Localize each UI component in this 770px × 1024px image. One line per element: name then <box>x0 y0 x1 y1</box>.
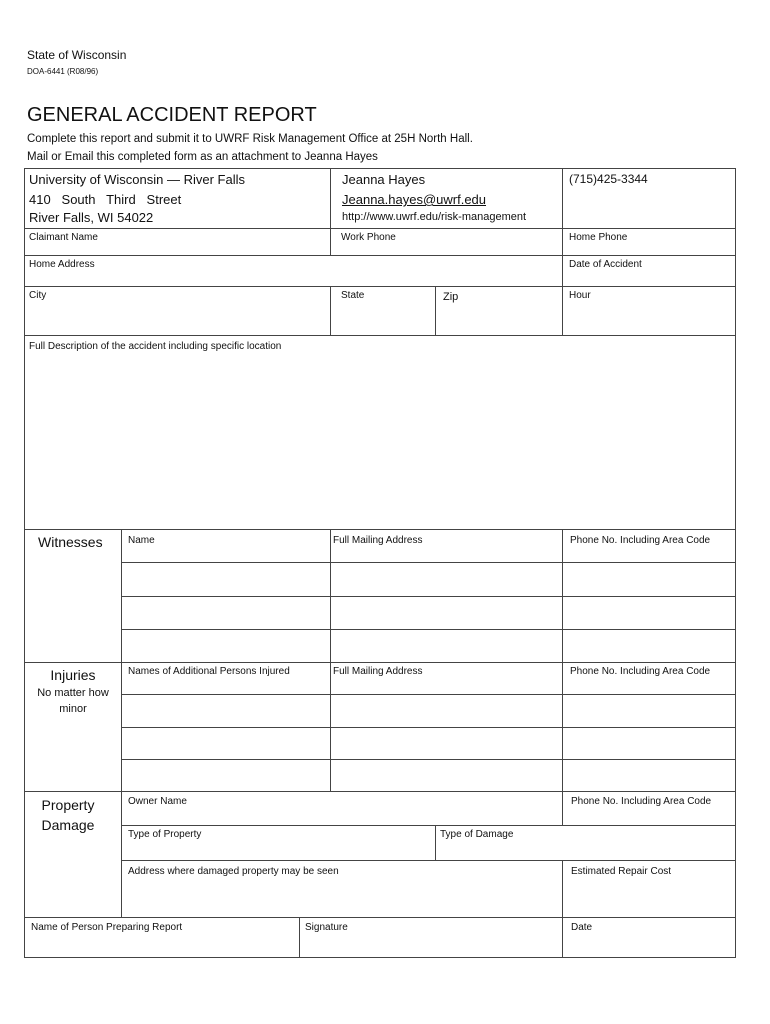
witness-2-phone-field[interactable] <box>563 597 735 629</box>
claimant-name-field[interactable] <box>25 243 329 255</box>
type-of-property-label: Type of Property <box>128 829 202 840</box>
injured-names-label: Names of Additional Persons Injured <box>128 666 290 677</box>
type-of-damage-label: Type of Damage <box>440 829 514 840</box>
signature-label: Signature <box>305 922 348 933</box>
home-phone-field[interactable] <box>563 243 735 255</box>
state-label: State <box>341 290 365 301</box>
instruction-submit: Complete this report and submit it to UWRF Risk Management Office at 25H North Hall. <box>27 133 473 145</box>
injured-3-address-field[interactable] <box>331 760 561 791</box>
preparer-name-label: Name of Person Preparing Report <box>31 922 183 933</box>
injuries-note-line-1: No matter how <box>37 687 109 699</box>
work-phone-label: Work Phone <box>341 232 396 243</box>
zip-field[interactable] <box>436 302 561 335</box>
preparer-name-field[interactable] <box>25 935 298 957</box>
property-address-label: Address where damaged property may be seen <box>128 866 339 877</box>
claimant-name-label: Claimant Name <box>29 232 98 243</box>
injuries-section-title: Injuries <box>50 667 96 683</box>
witness-2-address-field[interactable] <box>331 597 561 629</box>
date-of-accident-field[interactable] <box>563 270 735 286</box>
date-field[interactable] <box>563 935 735 957</box>
witness-3-address-field[interactable] <box>331 630 561 662</box>
witness-3-name-field[interactable] <box>122 630 329 662</box>
repair-cost-field[interactable] <box>563 880 735 917</box>
zip-label: Zip <box>443 291 459 303</box>
injured-2-address-field[interactable] <box>331 728 561 759</box>
page-title: GENERAL ACCIDENT REPORT <box>27 104 317 126</box>
property-section-title-line-2: Damage <box>41 817 95 833</box>
date-of-accident-label: Date of Accident <box>569 259 642 270</box>
home-phone-label: Home Phone <box>569 232 628 243</box>
owner-phone-label: Phone No. Including Area Code <box>571 796 712 807</box>
city-field[interactable] <box>25 302 329 335</box>
state-name: State of Wisconsin <box>27 48 127 62</box>
form-number: DOA-6441 (R08/96) <box>27 67 99 76</box>
office-name: University of Wisconsin — River Falls <box>29 172 245 187</box>
office-phone: (715)425-3344 <box>569 172 648 186</box>
witness-1-phone-field[interactable] <box>563 563 735 596</box>
property-section-title-line-1: Property <box>41 797 95 813</box>
witness-2-name-field[interactable] <box>122 597 329 629</box>
type-of-property-field[interactable] <box>122 841 434 860</box>
description-label: Full Description of the accident including specific location <box>29 341 282 352</box>
signature-field[interactable] <box>300 935 561 957</box>
witness-3-phone-field[interactable] <box>563 630 735 662</box>
office-street: 410 South Third Street <box>29 192 182 207</box>
website-link[interactable]: http://www.uwrf.edu/risk-management <box>342 211 527 223</box>
injured-1-address-field[interactable] <box>331 695 561 727</box>
state-field[interactable] <box>331 302 434 335</box>
home-address-label: Home Address <box>29 259 95 270</box>
injured-2-phone-field[interactable] <box>563 728 735 759</box>
injured-1-phone-field[interactable] <box>563 695 735 727</box>
injuries-note-line-2: minor <box>59 703 87 715</box>
witness-phone-label: Phone No. Including Area Code <box>570 535 711 546</box>
owner-name-field[interactable] <box>122 808 561 825</box>
description-field[interactable] <box>25 356 735 528</box>
owner-phone-field[interactable] <box>563 808 735 825</box>
instruction-mail: Mail or Email this completed form as an attachment to Jeanna Hayes <box>27 151 378 163</box>
injured-1-name-field[interactable] <box>122 695 329 727</box>
hour-label: Hour <box>569 290 591 301</box>
injured-3-phone-field[interactable] <box>563 760 735 791</box>
office-city: River Falls, WI 54022 <box>29 210 154 225</box>
witness-1-address-field[interactable] <box>331 563 561 596</box>
contact-email-link[interactable]: Jeanna.hayes@uwrf.edu <box>342 192 487 207</box>
work-phone-field[interactable] <box>331 243 561 255</box>
date-label: Date <box>571 922 593 933</box>
injured-address-label: Full Mailing Address <box>333 666 423 677</box>
injured-phone-label: Phone No. Including Area Code <box>570 666 711 677</box>
contact-name: Jeanna Hayes <box>342 172 426 187</box>
hour-field[interactable] <box>563 302 735 335</box>
injured-2-name-field[interactable] <box>122 728 329 759</box>
type-of-damage-field[interactable] <box>436 841 735 860</box>
injured-3-name-field[interactable] <box>122 760 329 791</box>
repair-cost-label: Estimated Repair Cost <box>571 866 672 877</box>
property-address-field[interactable] <box>122 880 561 917</box>
owner-name-label: Owner Name <box>128 796 187 807</box>
witness-1-name-field[interactable] <box>122 563 329 596</box>
witness-name-label: Name <box>128 535 155 546</box>
witness-address-label: Full Mailing Address <box>333 535 423 546</box>
home-address-field[interactable] <box>25 270 561 286</box>
city-label: City <box>29 290 47 301</box>
witnesses-section-title: Witnesses <box>38 534 103 550</box>
